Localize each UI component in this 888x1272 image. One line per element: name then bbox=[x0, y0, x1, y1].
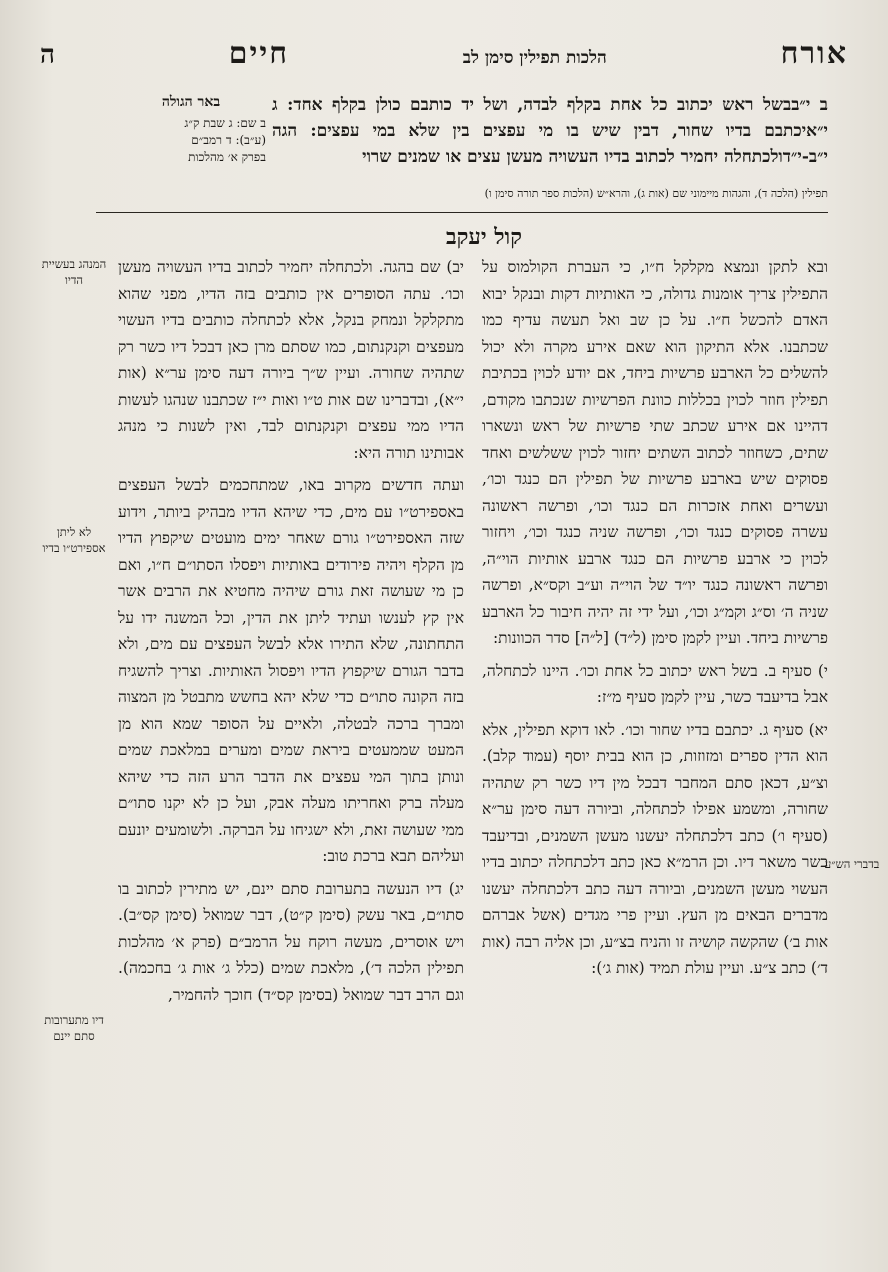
header-right-word: אורח bbox=[780, 36, 848, 71]
commentary-paragraph: יג) דיו הנעשה בתערובת סתם יינם, יש מתירין לכתוב בו סתו״ם, באר עשק (סימן ק״ט), דבר שמואל (סימן קס״ב). ויש אוסרים, מעשה רוקח על הרמב״ם (פרק א׳ מהלכות תפילין הלכה ד׳), מלאכת שמים (כלל ג׳ אות ג׳ בחכמה). וגם הרב דבר שמואל (בסימן קס״ד) חוכך להחמיר, bbox=[118, 879, 464, 1004]
running-header bbox=[40, 36, 848, 76]
beer-hagolah bbox=[116, 94, 266, 166]
beer-hagolah-line: ב שם: ג שבת ק״ג bbox=[184, 116, 266, 130]
commentary-paragraph: י) סעיף ב. בשל ראש יכתוב כל אחת וכו׳. היינו לכתחלה, אבל בדיעבד כשר, עיין לקמן סעיף מ״ז: bbox=[482, 661, 828, 706]
commentary-title: קול יעקב bbox=[446, 224, 522, 250]
page-number: ה bbox=[40, 40, 55, 70]
commentary-column-left bbox=[118, 254, 464, 1014]
margin-note: דיו מתערובות סתם יינם bbox=[44, 1013, 104, 1043]
shulchan-aruch-text: ב ‏י״בבשל ראש יכתוב כל אחת בקלף לבדה, ושל יד כותבם כולן בקלף אחד: ג ‏י״איכתבם בדיו שחור, ‏דבין שיש בו מי עפצים בין שלא במי עפצים: הגה ‏י״ב-י״דולכתחלה יחמיר לכתוב בדיו העשויה מעשן עצים או שמנים שרוי bbox=[272, 95, 828, 167]
beer-hagolah-line: בפרק א׳ מהלכות bbox=[188, 150, 266, 164]
divider bbox=[96, 212, 828, 213]
commentary-column-right bbox=[482, 254, 828, 988]
commentary-paragraph: יא) סעיף ג. יכתבם בדיו שחור וכו׳. לאו דוקא תפילין, אלא הוא הדין ספרים ומזוזות, כן הוא בבית יוסף (עמוד קלב). וצ״ע, דכאן סתם המחבר דבכל מין דיו כשר רק שתהיה שחורה, ומשמע אפילו לכתחלה, וביורה דעה סימן ער״א (סעיף ו׳) כתב דלכתחלה יעשנו מעשן השמנים, ובדיעבד כשר משאר דיו. וכן הרמ״א כאן כתב דלכתחלה יכתוב בדיו העשוי מעשן השמנים, וביורה דעה כתב דלכתחלה יעשנו מדברים הבאים מן העץ. ועיין פרי מגדים (אשל אברהם אות ב׳) שהקשה קושיה זו והניח בצ״ע, וכן אליה רבה (אות ד׳) כתב צ״ע. ועיין עולת תמיד (אות ג׳): bbox=[482, 720, 828, 977]
commentary-paragraph: ועתה חדשים מקרוב באו, שמתחכמים לבשל העפצים באספירט״ו עם מים, כדי שיהא הדיו מבהיק ביותר, וידוע שזה האספירט״ו גורם שאחר ימים מועטים שיקפוץ הדיו מן הקלף ויהיה פירודים באותיות ויפסלו הסתו״ם ח״ו, ואם כן מי שעושה זאת גורם שיהיה מחטיא את הרבים אשר אין קץ לענשו ועתיד ליתן את הדין, וכל המשנה ידו על התחתונה, שלא התירו אלא לבשל העפצים עם מים, ולא בדבר הגורם שיקפוץ הדיו ויפסול האותיות. וצריך להשגיח בזה הקונה סתו״ם כדי שלא יהא בחשש מתבטל מן המצוה ומברך ברכה לבטלה, ולאיים על הסופר שמא הוא מן המעט שממעטים ביראת שמים ומערים במלאכת שמים ונותן בתוך המי עפצים את הדבר הרע הזה כדי שיהא מעלה ברק ואחריתו מעלה אבק, ועל כן לא יקנו סתו״ם ממי שעושה זאת, ולא ישגיחו על הברקה. ולשומעים יונעם ועליהם תבא ברכת טוב: bbox=[118, 476, 464, 865]
commentary-paragraph: ובא לתקן ונמצא מקלקל ח״ו, כי העברת הקולמוס על התפילין צריך אומנות גדולה, כי האותיות דקות ובנקל יבוא האדם להכשל ח״ו. על כן שב ואל תעשה עדיף כמו שכתבנו. אלא התיקון הוא שאם אירע מקרה ולא יכול להשלים כל הארבע פרשיות ביחד, אם יודע לכוין בכתיבת תפילין חוזר לכוין בכללות כוונת הפרשיות שנכתבו מקודם, דהיינו אם אירע שכתב שתי פרשיות של ראש ונשארו שתים, כשחוזר לכתוב השתים יחזור לכוין ששלשים ואחד פסוקים שיש בארבע פרשיות של תפילין הם כנגד וכו׳, ועשרים ואחת אזכרות הם כנגד וכו׳, ופרשה ראשונה עשרה פסוקים כנגד וכו׳, ופרשה שניה כנגד וכו׳, ויחזור לכוין כי ארבע פרשיות הם כנגד ארבע אותיות הוי״ה, ופרשה ראשונה כנגד יו״ד של הוי״ה וע״ב וקס״א, ופרשה שניה ה׳ וס״ג וקמ״ג וכו׳, ועל ידי זה יהיה חיבור כל הארבע פרשיות ביחד. ועיין לקמן סימן (ל״ד) [ל״ה] סדר הכוונות: bbox=[482, 258, 828, 647]
header-left-word: חיים bbox=[228, 36, 289, 71]
beer-hagolah-title: באר הגולה bbox=[161, 94, 221, 110]
beer-hagolah-line: (ע״ב): ד רמב״ם bbox=[191, 133, 266, 147]
header-center: הלכות תפילין סימן לב bbox=[462, 48, 607, 68]
margin-note: בדברי הש״ע bbox=[824, 857, 880, 871]
margin-note: לא ליתן אספירט״ו בדיו bbox=[42, 525, 106, 555]
margin-note: המנהג בעשיית הדיו bbox=[41, 257, 107, 287]
commentary-paragraph: יב) שם בהגה. ולכתחלה יחמיר לכתוב בדיו העשויה מעשן וכו׳. עתה הסופרים אין כותבים בזה הדיו, מפני שהוא מתקלקל ונמחק בנקל, אלא לכתחלה כותבים בדיו העשוי מעפצים וקנקנתום, כמו שסתם מרן כאן דבכל דיו כשר רק שתהיה שחורה. ועיין ש״ך ביורה דעה סימן ער״א (אות י״א), ובדברינו שם אות ט״ו ואות י״ז שכתבנו שנהגו לעשות הדיו ממי עפצים וקנקנתום לבד, ואין לשנות כי מנהג אבותינו תורה היא: bbox=[118, 258, 464, 462]
sources-line: תפילין (הלכה ד), והגהות מיימוני שם (אות ג), והרא״ש (הלכות ספר תורה סימן ו) bbox=[484, 187, 828, 200]
